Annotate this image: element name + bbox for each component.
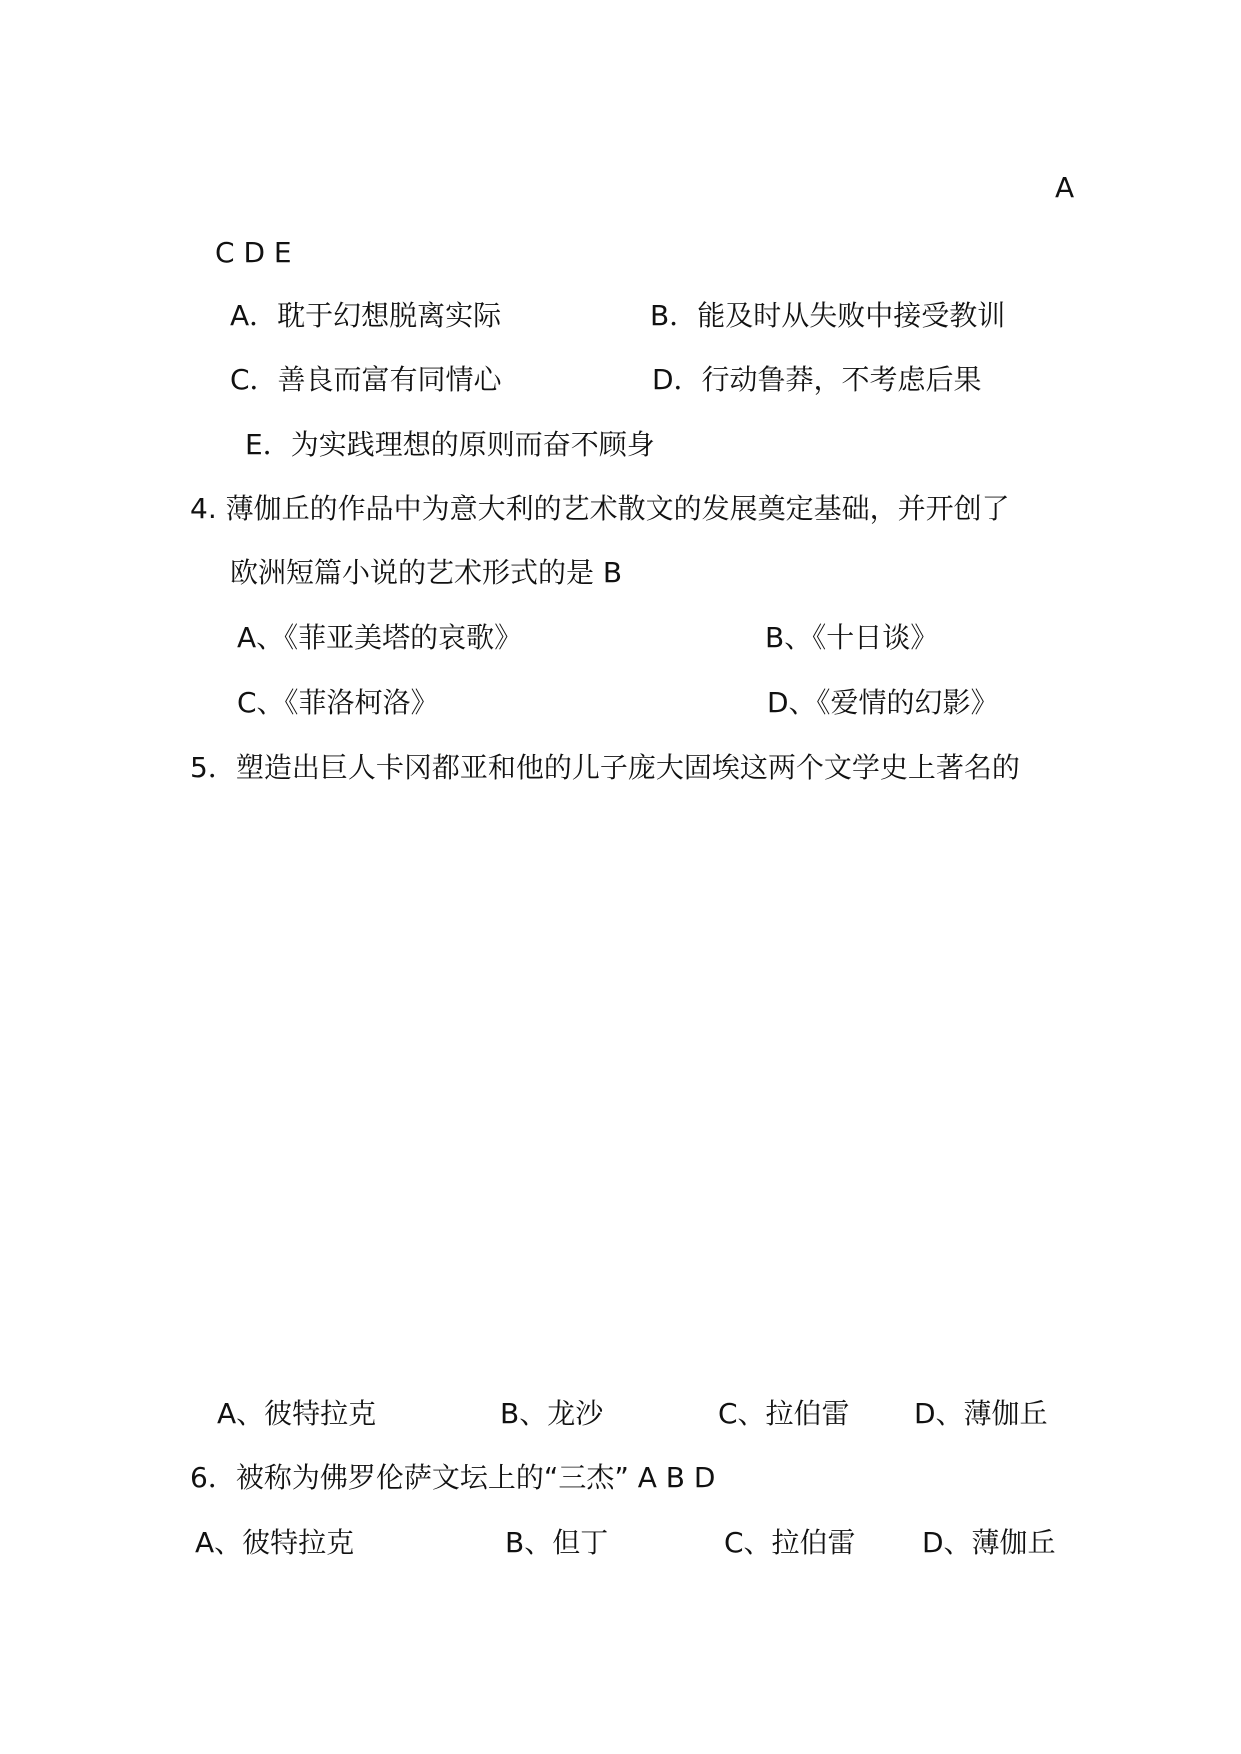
q3-option-b: B．能及时从失败中接受教训 [650,299,1006,332]
q4-option-b: B、《十日谈》 [765,621,939,654]
q6-option-b: B、但丁 [505,1526,609,1559]
q3-option-c: C．善良而富有同情心 [230,363,502,396]
q6-option-a: A、彼特拉克 [195,1526,355,1559]
q4-question-line1: 4. 薄伽丘的作品中为意大利的艺术散文的发展奠定基础，并开创了 [190,492,1010,525]
q4-option-c: C、《菲洛柯洛》 [237,686,439,719]
q3-option-a: A．耽于幻想脱离实际 [230,299,502,332]
q4-option-a: A、《菲亚美塔的哀歌》 [237,621,523,654]
q5-option-c: C、拉伯雷 [718,1397,850,1430]
q3-option-e: E．为实践理想的原则而奋不顾身 [245,428,655,461]
q4-option-d: D、《爱情的幻影》 [767,686,999,719]
q5-option-a: A、彼特拉克 [217,1397,377,1430]
q6-option-d: D、薄伽丘 [922,1526,1056,1559]
q4-question-line2: 欧洲短篇小说的艺术形式的是 B [230,556,623,589]
q5-option-d: D、薄伽丘 [914,1397,1048,1430]
top-answer: A [1055,171,1075,204]
q5-option-b: B、龙沙 [500,1397,604,1430]
q5-question-line1: 5．塑造出巨人卡冈都亚和他的儿子庞大固埃这两个文学史上著名的 [190,751,1020,784]
q6-question-line1: 6．被称为佛罗伦萨文坛上的“三杰” A B D [190,1461,716,1494]
q3-option-d: D．行动鲁莽，不考虑后果 [652,363,982,396]
q3-answers: C D E [215,236,292,269]
q6-option-c: C、拉伯雷 [724,1526,856,1559]
